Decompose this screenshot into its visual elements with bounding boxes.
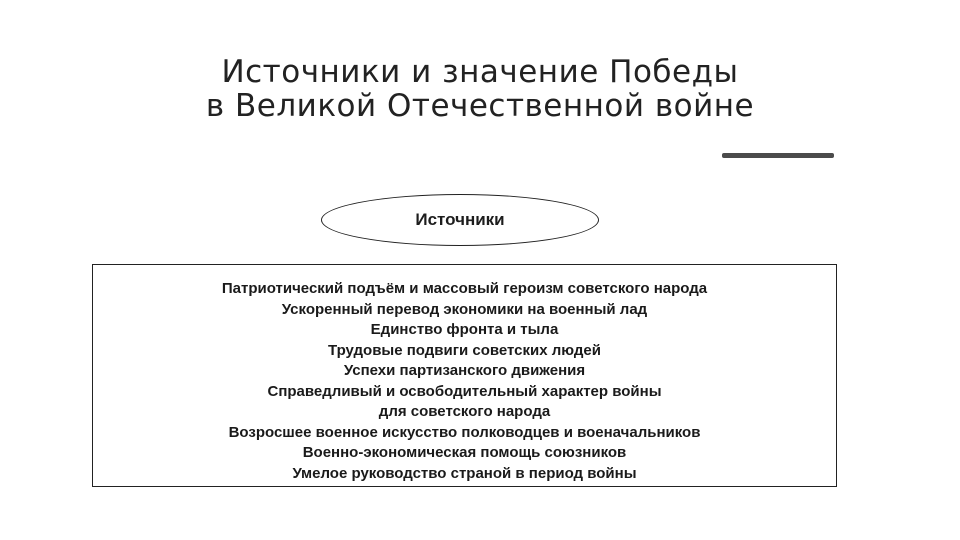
title-line-2: в Великой Отечественной войне [205, 88, 755, 124]
source-item: Успехи партизанского движения [343, 362, 586, 379]
source-item: Ускоренный перевод экономики на военный лад [281, 300, 648, 318]
source-item: для советского народа [378, 403, 551, 420]
source-item: Военно-экономическая помощь союзников [302, 444, 627, 461]
source-item: Справедливый и освободительный характер войны [267, 382, 662, 400]
source-item: Патриотический подъём и массовый героизм советского народа [221, 280, 708, 297]
source-item: Единство фронта и тыла [370, 321, 559, 338]
sources-oval [321, 194, 599, 246]
diagram-title [0, 55, 960, 123]
scan-smudge [722, 153, 834, 158]
source-item: Умелое руководство страной в период войны [292, 464, 637, 482]
sources-oval-label: Источники [415, 210, 505, 229]
source-item: Трудовые подвиги советских людей [327, 341, 601, 359]
source-item: Возросшее военное искусство полководцев и военачальников [228, 423, 701, 441]
title-line-1: Источники и значение Победы [221, 54, 739, 90]
sources-box [92, 264, 837, 487]
